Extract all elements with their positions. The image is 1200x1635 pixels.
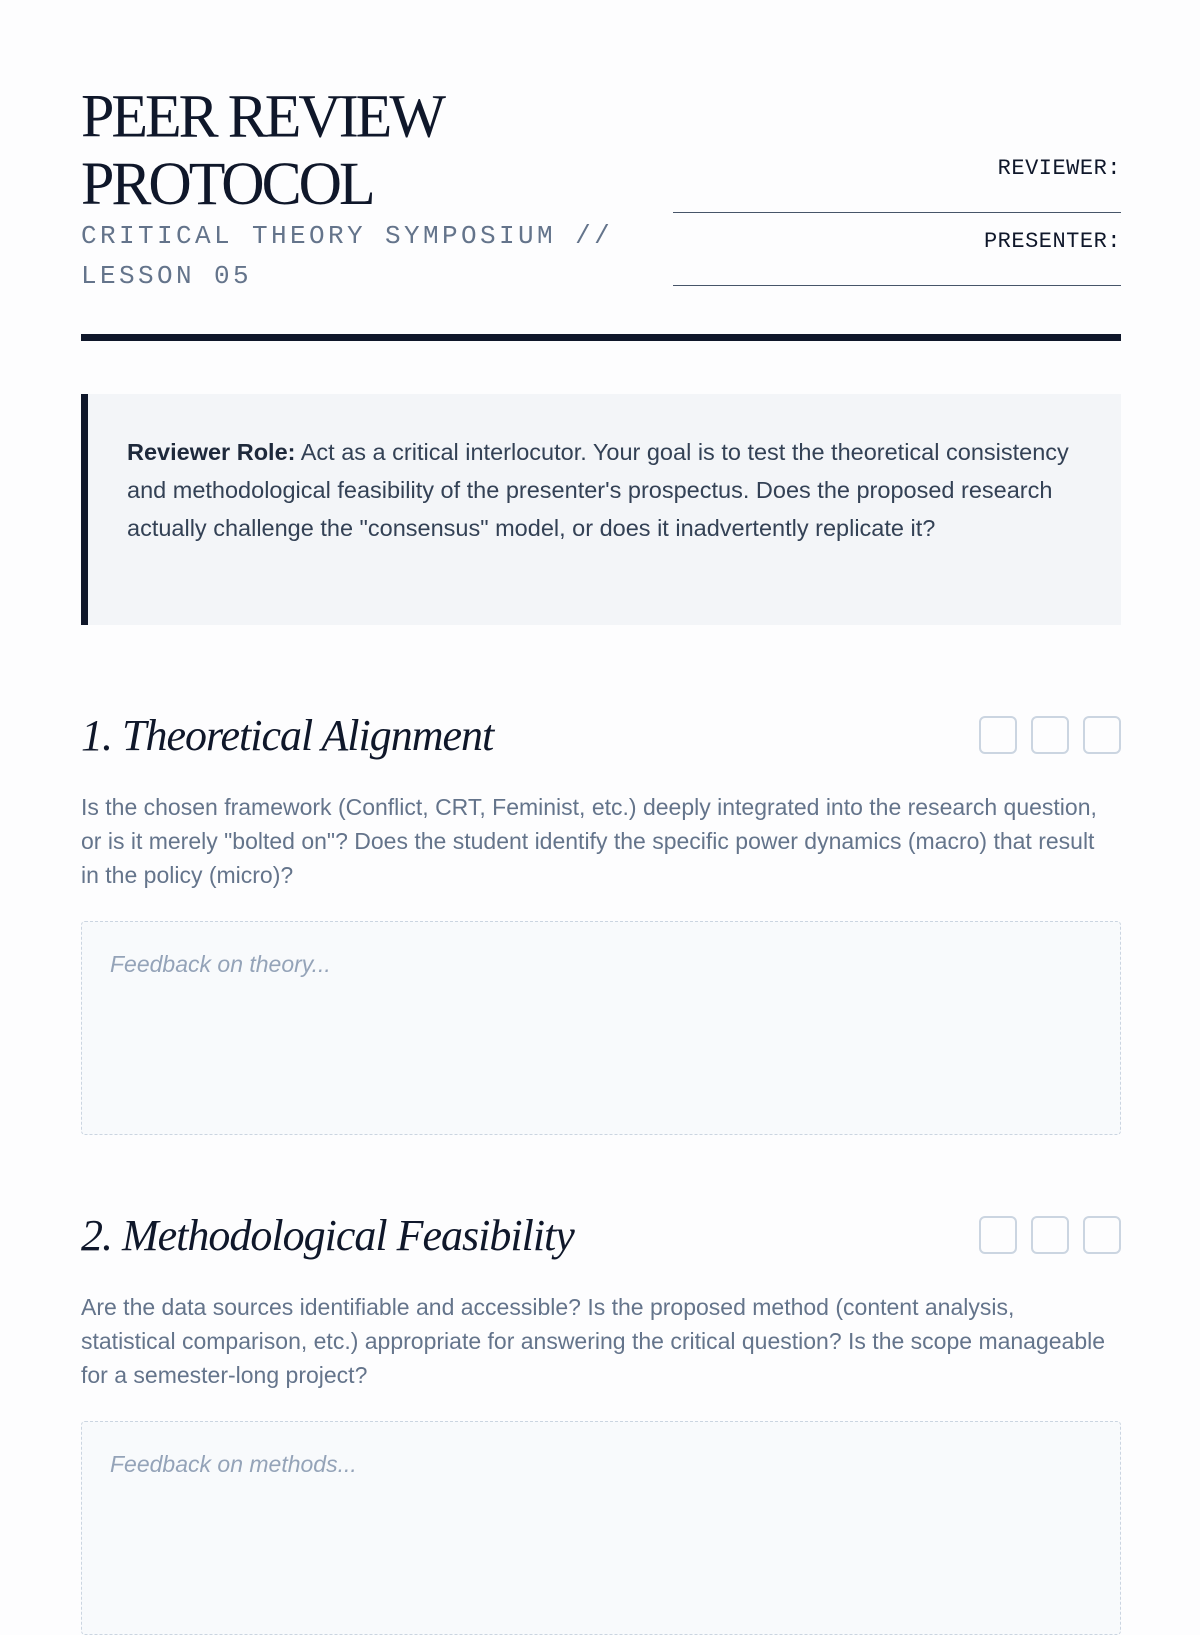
section-title: 1. Theoretical Alignment (81, 711, 494, 760)
section-title: 2. Methodological Feasibility (81, 1211, 574, 1260)
reviewer-label: REVIEWER: (997, 156, 1121, 181)
header-meta (673, 150, 1121, 296)
score-checkbox-2[interactable] (1031, 1216, 1069, 1254)
presenter-line[interactable] (673, 285, 1121, 286)
methods-feedback-field[interactable] (81, 1421, 1121, 1635)
page-title (81, 83, 641, 218)
presenter-field[interactable] (673, 223, 1121, 296)
presenter-label: PRESENTER: (983, 229, 1121, 254)
reviewer-line[interactable] (673, 212, 1121, 213)
page-title-line-2: PROTOCOL (81, 150, 373, 218)
theory-feedback-field[interactable] (81, 921, 1121, 1135)
page-subtitle: CRITICAL THEORY SYMPOSIUM // LESSON 05 (81, 221, 614, 291)
header-divider (81, 334, 1121, 341)
score-checkbox-3[interactable] (1083, 1216, 1121, 1254)
score-checkbox-1[interactable] (979, 1216, 1017, 1254)
score-checkbox-1[interactable] (979, 716, 1017, 754)
reviewer-role-callout (81, 394, 1121, 625)
section-description: Is the chosen framework (Conflict, CRT, Feminist, etc.) deeply integrated into the research question, or is it merely "bolted on"? Does the student identify the specific power dynamics (macro) that result in the policy (micro)? (81, 794, 1097, 888)
title-block (81, 84, 641, 296)
page (81, 0, 1121, 1388)
score-boxes (979, 716, 1121, 754)
score-checkbox-3[interactable] (1083, 716, 1121, 754)
reviewer-role-text: Act as a critical interlocutor. Your goal is to test the theoretical consistency and methodological feasibility of the presenter's prospectus. Does the proposed research actually challenge the "consensus" model, or does it inadvertently replicate it? (127, 439, 1069, 541)
reviewer-field[interactable] (673, 150, 1121, 223)
page-title-line-1: PEER REVIEW (81, 82, 443, 150)
section-methodological-feasibility (81, 1210, 1121, 1635)
score-checkbox-2[interactable] (1031, 716, 1069, 754)
section-description: Are the data sources identifiable and accessible? Is the proposed method (content analysis, statistical comparison, etc.) appropriate for answering the critical question? Is the scope manageable for a semester-long project? (81, 1294, 1106, 1388)
header (81, 0, 1121, 341)
section-theoretical-alignment (81, 710, 1121, 1135)
reviewer-role-label: Reviewer Role: (127, 439, 296, 465)
score-boxes (979, 1216, 1121, 1254)
